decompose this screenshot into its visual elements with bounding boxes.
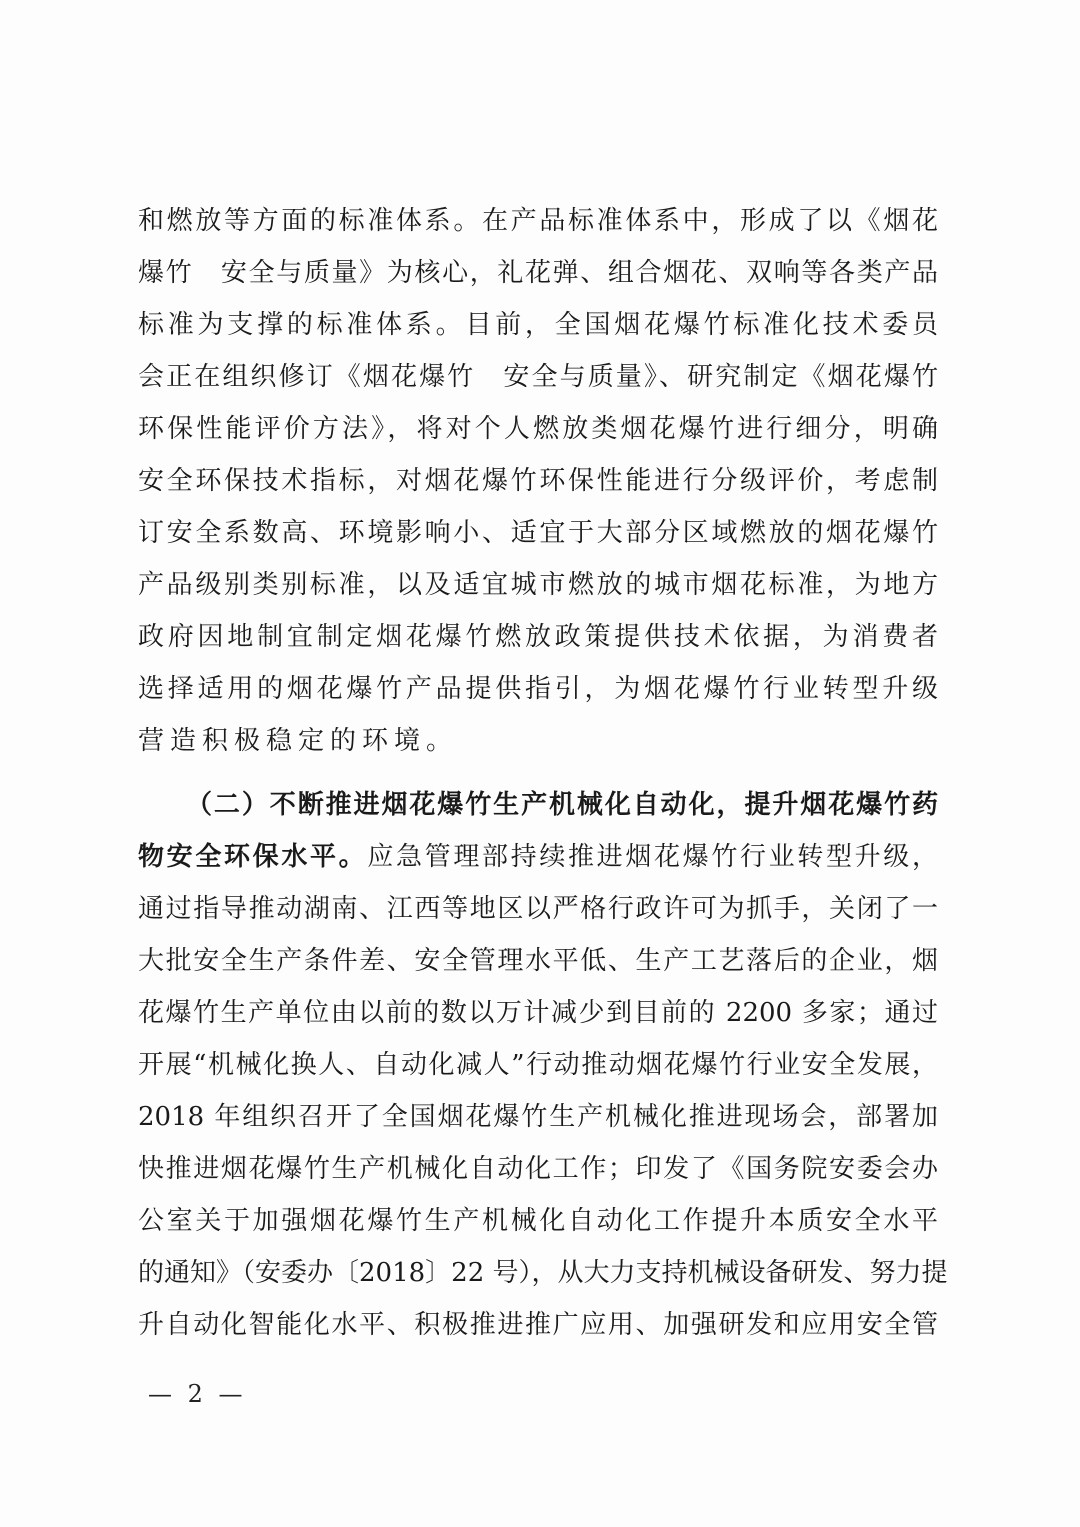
paragraph-line: 爆竹 安全与质量》为核心，礼花弹、组合烟花、双响等各类产品 [138, 258, 938, 288]
paragraph-text: 应急管理部持续推进烟花爆竹行业转型升级， [367, 842, 938, 872]
paragraph-line: 营造积极稳定的环境。 [138, 726, 459, 756]
section-heading-bold: 物安全环保水平。 [138, 842, 368, 872]
paragraph-line: 和燃放等方面的标准体系。在产品标准体系中，形成了以《烟花 [138, 206, 938, 236]
paragraph-line: 快推进烟花爆竹生产机械化自动化工作；印发了《国务院安委会办 [138, 1154, 938, 1184]
paragraph-line: 环保性能评价方法》，将对个人燃放类烟花爆竹进行细分，明确 [138, 414, 938, 444]
paragraph-line: 政府因地制宜制定烟花爆竹燃放政策提供技术依据，为消费者 [138, 622, 938, 652]
paragraph-line: 产品级别类别标准，以及适宜城市燃放的城市烟花标准，为地方 [138, 570, 938, 600]
paragraph-line: 大批安全生产条件差、安全管理水平低、生产工艺落后的企业，烟 [138, 946, 938, 976]
paragraph-line: 开展“机械化换人、自动化减人”行动推动烟花爆竹行业安全发展， [138, 1050, 938, 1080]
paragraph-line: 标准为支撑的标准体系。目前，全国烟花爆竹标准化技术委员 [138, 310, 938, 340]
paragraph-line: 会正在组织修订《烟花爆竹 安全与质量》、研究制定《烟花爆竹 [138, 362, 938, 392]
paragraph-line: 订安全系数高、环境影响小、适宜于大部分区域燃放的烟花爆竹 [138, 518, 938, 548]
paragraph-line: 的通知》（安委办〔2018〕22 号），从大力支持机械设备研发、努力提 [138, 1258, 948, 1288]
paragraph-line: 安全环保技术指标，对烟花爆竹环保性能进行分级评价，考虑制 [138, 466, 938, 496]
paragraph-line: 花爆竹生产单位由以前的数以万计减少到目前的 2200 多家；通过 [138, 998, 938, 1028]
section-heading: （二）不断推进烟花爆竹生产机械化自动化，提升烟花爆竹药 [186, 790, 938, 820]
paragraph-line: 选择适用的烟花爆竹产品提供指引，为烟花爆竹行业转型升级 [138, 674, 938, 704]
section-heading-continuation [138, 830, 938, 884]
paragraph-line: 2018 年组织召开了全国烟花爆竹生产机械化推进现场会，部署加 [138, 1102, 938, 1132]
paragraph-line: 升自动化智能化水平、积极推进推广应用、加强研发和应用安全管 [138, 1310, 938, 1340]
paragraph-line: 通过指导推动湖南、江西等地区以严格行政许可为抓手，关闭了一 [138, 894, 938, 924]
paragraph-line: 公室关于加强烟花爆竹生产机械化自动化工作提升本质安全水平 [138, 1206, 938, 1236]
page-number: — 2 — [148, 1380, 247, 1408]
